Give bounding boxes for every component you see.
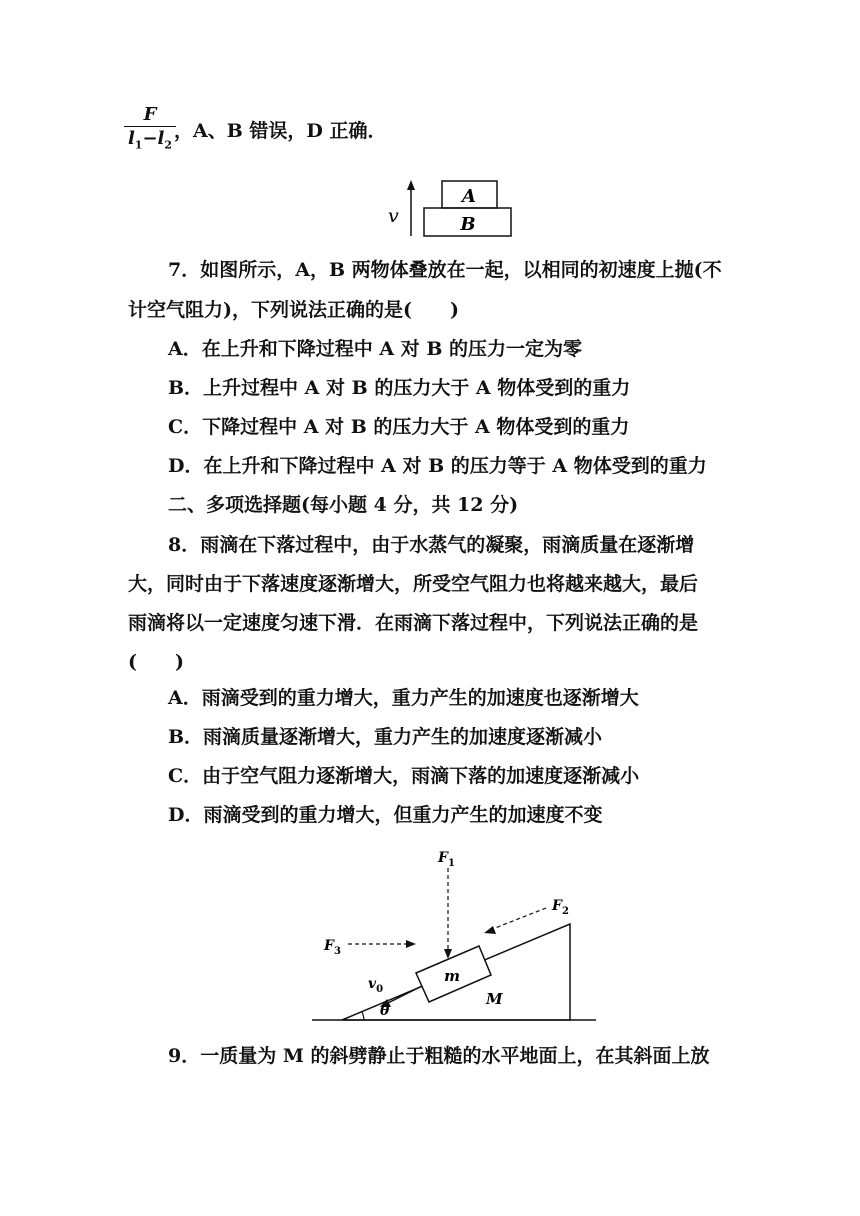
q9-stem-line-1: 9．一质量为 M 的斜劈静止于粗糙的水平地面上，在其斜面上放 (168, 1045, 710, 1067)
q7-stem-line-2: 计空气阻力)，下列说法正确的是( ) (128, 299, 459, 321)
angle-label: θ (380, 1003, 390, 1019)
f3-arrowhead (406, 940, 416, 948)
q8-option-b: B．雨滴质量逐渐增大，重力产生的加速度逐渐减小 (168, 726, 603, 748)
q8-option-a: A．雨滴受到的重力增大，重力产生的加速度也逐渐增大 (168, 687, 639, 709)
fraction-denominator: $l_1-l_2$ (127, 128, 173, 152)
f3-label: $F_3$ (324, 938, 341, 957)
velocity-label: v (388, 205, 399, 227)
f2-arrow (490, 908, 546, 930)
f2-arrowhead (484, 926, 496, 934)
q7-stem-line-1: 7．如图所示，A，B 两物体叠放在一起，以相同的初速度上抛(不 (168, 259, 722, 281)
fraction-formula (124, 104, 176, 152)
f2-label: $F_2$ (552, 898, 569, 917)
q8-stem-line-4: ( ) (128, 651, 184, 673)
f1-label: $F_1$ (438, 850, 455, 869)
section-2-title: 二、多项选择题(每小题 4 分，共 12 分) (168, 494, 519, 516)
figure-incline (300, 842, 610, 1032)
q8-stem-line-3: 雨滴将以一定速度匀速下滑．在雨滴下落过程中，下列说法正确的是 (128, 612, 699, 634)
q7-option-b: B．上升过程中 A 对 B 的压力大于 A 物体受到的重力 (168, 377, 631, 399)
q8-stem-line-2: 大，同时由于下落速度逐渐增大，所受空气阻力也将越来越大，最后 (128, 573, 699, 595)
angle-arc (362, 1012, 364, 1020)
velocity-arrowhead (407, 180, 415, 190)
q7-option-a: A．在上升和下降过程中 A 对 B 的压力一定为零 (168, 338, 583, 360)
fraction-tail-text: ，A、B 错误，D 正确． (174, 120, 387, 142)
block-b-label: B (460, 214, 476, 235)
fraction-numerator: F (124, 104, 176, 127)
q8-stem-line-1: 8．雨滴在下落过程中，由于水蒸气的凝聚，雨滴质量在逐渐增 (168, 534, 695, 556)
v0-arrow (386, 986, 422, 1004)
figure-stacked-blocks (380, 178, 520, 242)
wedge-label: M (486, 990, 503, 1008)
q7-option-d: D．在上升和下降过程中 A 对 B 的压力等于 A 物体受到的重力 (168, 455, 707, 477)
q8-option-c: C．由于空气阻力逐渐增大，雨滴下落的加速度逐渐减小 (168, 765, 640, 787)
q8-option-d: D．雨滴受到的重力增大，但重力产生的加速度不变 (168, 804, 603, 826)
q7-option-c: C．下降过程中 A 对 B 的压力大于 A 物体受到的重力 (168, 416, 630, 438)
v0-label: $v_0$ (368, 976, 384, 995)
block-a-label: A (462, 186, 476, 207)
block-m-label: m (444, 967, 460, 985)
